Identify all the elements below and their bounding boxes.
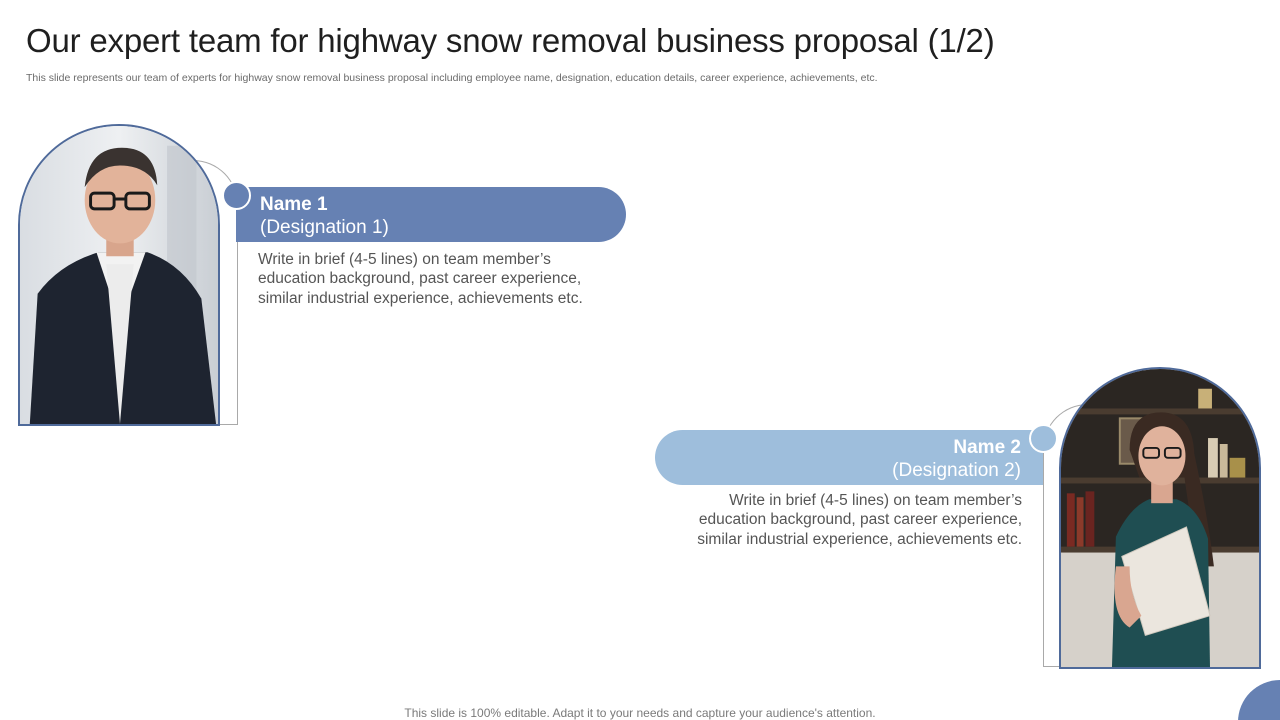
member-1-description: Write in brief (4-5 lines) on team member’s education background, past career experience, similar industrial experience, achievements etc. xyxy=(258,251,583,307)
slide-footer: This slide is 100% editable. Adapt it to your needs and capture your audience's attention. xyxy=(404,706,876,720)
man-portrait-image xyxy=(20,126,218,424)
member-1-designation: (Designation 1) xyxy=(260,217,389,238)
member-1-name: Name 1 xyxy=(260,194,328,215)
member-2-designation: (Designation 2) xyxy=(892,460,1021,481)
member-2-photo xyxy=(1059,367,1261,669)
member-2-description: Write in brief (4-5 lines) on team member’s education background, past career experience, similar industrial experience, achievements etc. xyxy=(697,492,1022,548)
member-2-banner xyxy=(655,430,1043,485)
slide-title: Our expert team for highway snow removal business proposal (1/2) xyxy=(26,22,995,59)
woman-portrait-image xyxy=(1061,369,1259,667)
member-2-name: Name 2 xyxy=(953,437,1021,458)
member-1-dot xyxy=(222,181,251,210)
member-1-banner xyxy=(236,187,626,242)
member-2-dot xyxy=(1029,424,1058,453)
slide-subtitle: This slide represents our team of experts for highway snow removal business proposal including employee name, designation, education details, career experience, achievements, etc. xyxy=(26,72,878,84)
corner-accent-circle xyxy=(1238,680,1280,720)
member-1-photo xyxy=(18,124,220,426)
